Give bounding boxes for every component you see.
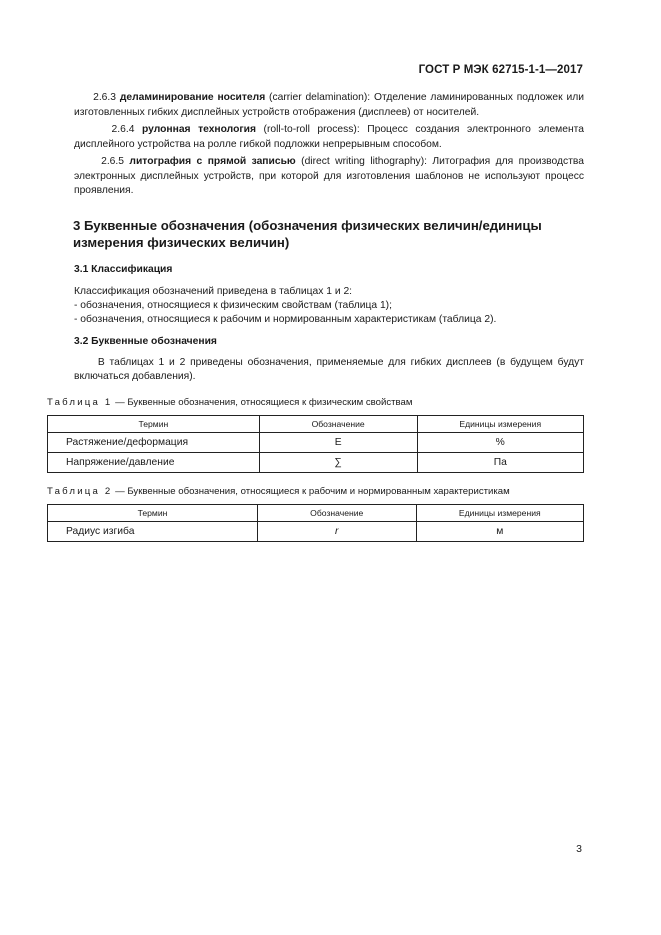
subsection-3-1-title: 3.1 Классификация <box>74 263 173 275</box>
page-content <box>47 91 584 542</box>
subsection-3-2-body: В таблицах 1 и 2 приведены обозначения, применяемые для гибких дисплеев (в будущем будут включаться добавления). <box>74 356 584 382</box>
table-1 <box>47 415 584 473</box>
definition-term: рулонная технология <box>141 124 257 135</box>
table-row <box>48 432 584 452</box>
table-1-caption-label: Таблица 1 <box>47 396 113 408</box>
table-cell-unit: % <box>417 432 583 452</box>
table-cell-symbol: ∑ <box>259 452 417 472</box>
definition-2-6-3 <box>74 91 584 120</box>
classification-item-physical: - обозначения, относящиеся к физическим свойствам (таблица 1); <box>74 299 392 311</box>
table-cell-symbol: E <box>259 432 417 452</box>
table-cell-term: Растяжение/деформация <box>48 432 260 452</box>
definition-text: (roll-to-roll process): Процесс создания электронного элемента дисплейного устройства на ролле гибкой подложки непрерывным способом. <box>74 124 584 150</box>
page-number: 3 <box>576 843 582 855</box>
definition-number: 2.6.3 <box>93 92 116 103</box>
table-2 <box>47 504 584 542</box>
table-header-symbol: Обозначение <box>259 415 417 432</box>
table-row <box>48 452 584 472</box>
table-header-row <box>48 504 584 521</box>
table-cell-term: Радиус изгиба <box>48 521 258 541</box>
table-row <box>48 521 584 541</box>
table-header-term: Термин <box>48 415 260 432</box>
definition-text: (direct writing lithography): Литография для производства электронных дисплейных устройств, при которой для изготовления шаблонов не используют процесс проявления. <box>74 156 584 196</box>
classification-item-operational: - обозначения, относящиеся к рабочим и нормированным характеристикам (таблица 2). <box>74 313 497 325</box>
definition-text: (carrier delamination): Отделение ламинированных подложек или изготовленных гибких дисплейных устройств отображения (дисплеев) от носителей. <box>74 92 584 118</box>
definition-term: деламинирование носителя <box>119 92 266 103</box>
table-cell-term: Напряжение/давление <box>48 452 260 472</box>
section-3-title-line1: 3 Буквенные обозначения (обозначения физических величин/единицы <box>73 217 542 233</box>
section-3-title <box>73 217 584 251</box>
document-header: ГОСТ Р МЭК 62715-1-1—2017 <box>418 64 583 76</box>
table-header-symbol: Обозначение <box>257 504 416 521</box>
definition-2-6-5 <box>74 155 584 199</box>
section-3-title-line2: измерения физических величин) <box>73 234 290 250</box>
table-header-unit: Единицы измерения <box>417 415 583 432</box>
table-header-term: Термин <box>48 504 258 521</box>
classification-intro: Классификация обозначений приведена в таблицах 1 и 2: <box>74 285 353 297</box>
table-2-caption <box>47 486 584 497</box>
table-1-caption <box>47 397 584 408</box>
definition-term: литография с прямой записью <box>129 156 296 167</box>
table-2-caption-label: Таблица 2 <box>47 485 113 497</box>
table-cell-symbol: r <box>257 521 416 541</box>
table-cell-unit: Па <box>417 452 583 472</box>
subsection-3-2-text <box>74 356 584 385</box>
table-header-row <box>48 415 584 432</box>
definition-number: 2.6.5 <box>101 156 124 167</box>
subsection-3-2-title: 3.2 Буквенные обозначения <box>74 335 217 347</box>
table-header-unit: Единицы измерения <box>416 504 583 521</box>
table-cell-unit: м <box>416 521 583 541</box>
table-2-caption-text: — Буквенные обозначения, относящиеся к рабочим и нормированным характеристикам <box>112 485 510 497</box>
table-1-caption-text: — Буквенные обозначения, относящиеся к физическим свойствам <box>112 396 413 408</box>
definition-number: 2.6.4 <box>111 124 135 135</box>
definition-2-6-4 <box>74 123 584 152</box>
